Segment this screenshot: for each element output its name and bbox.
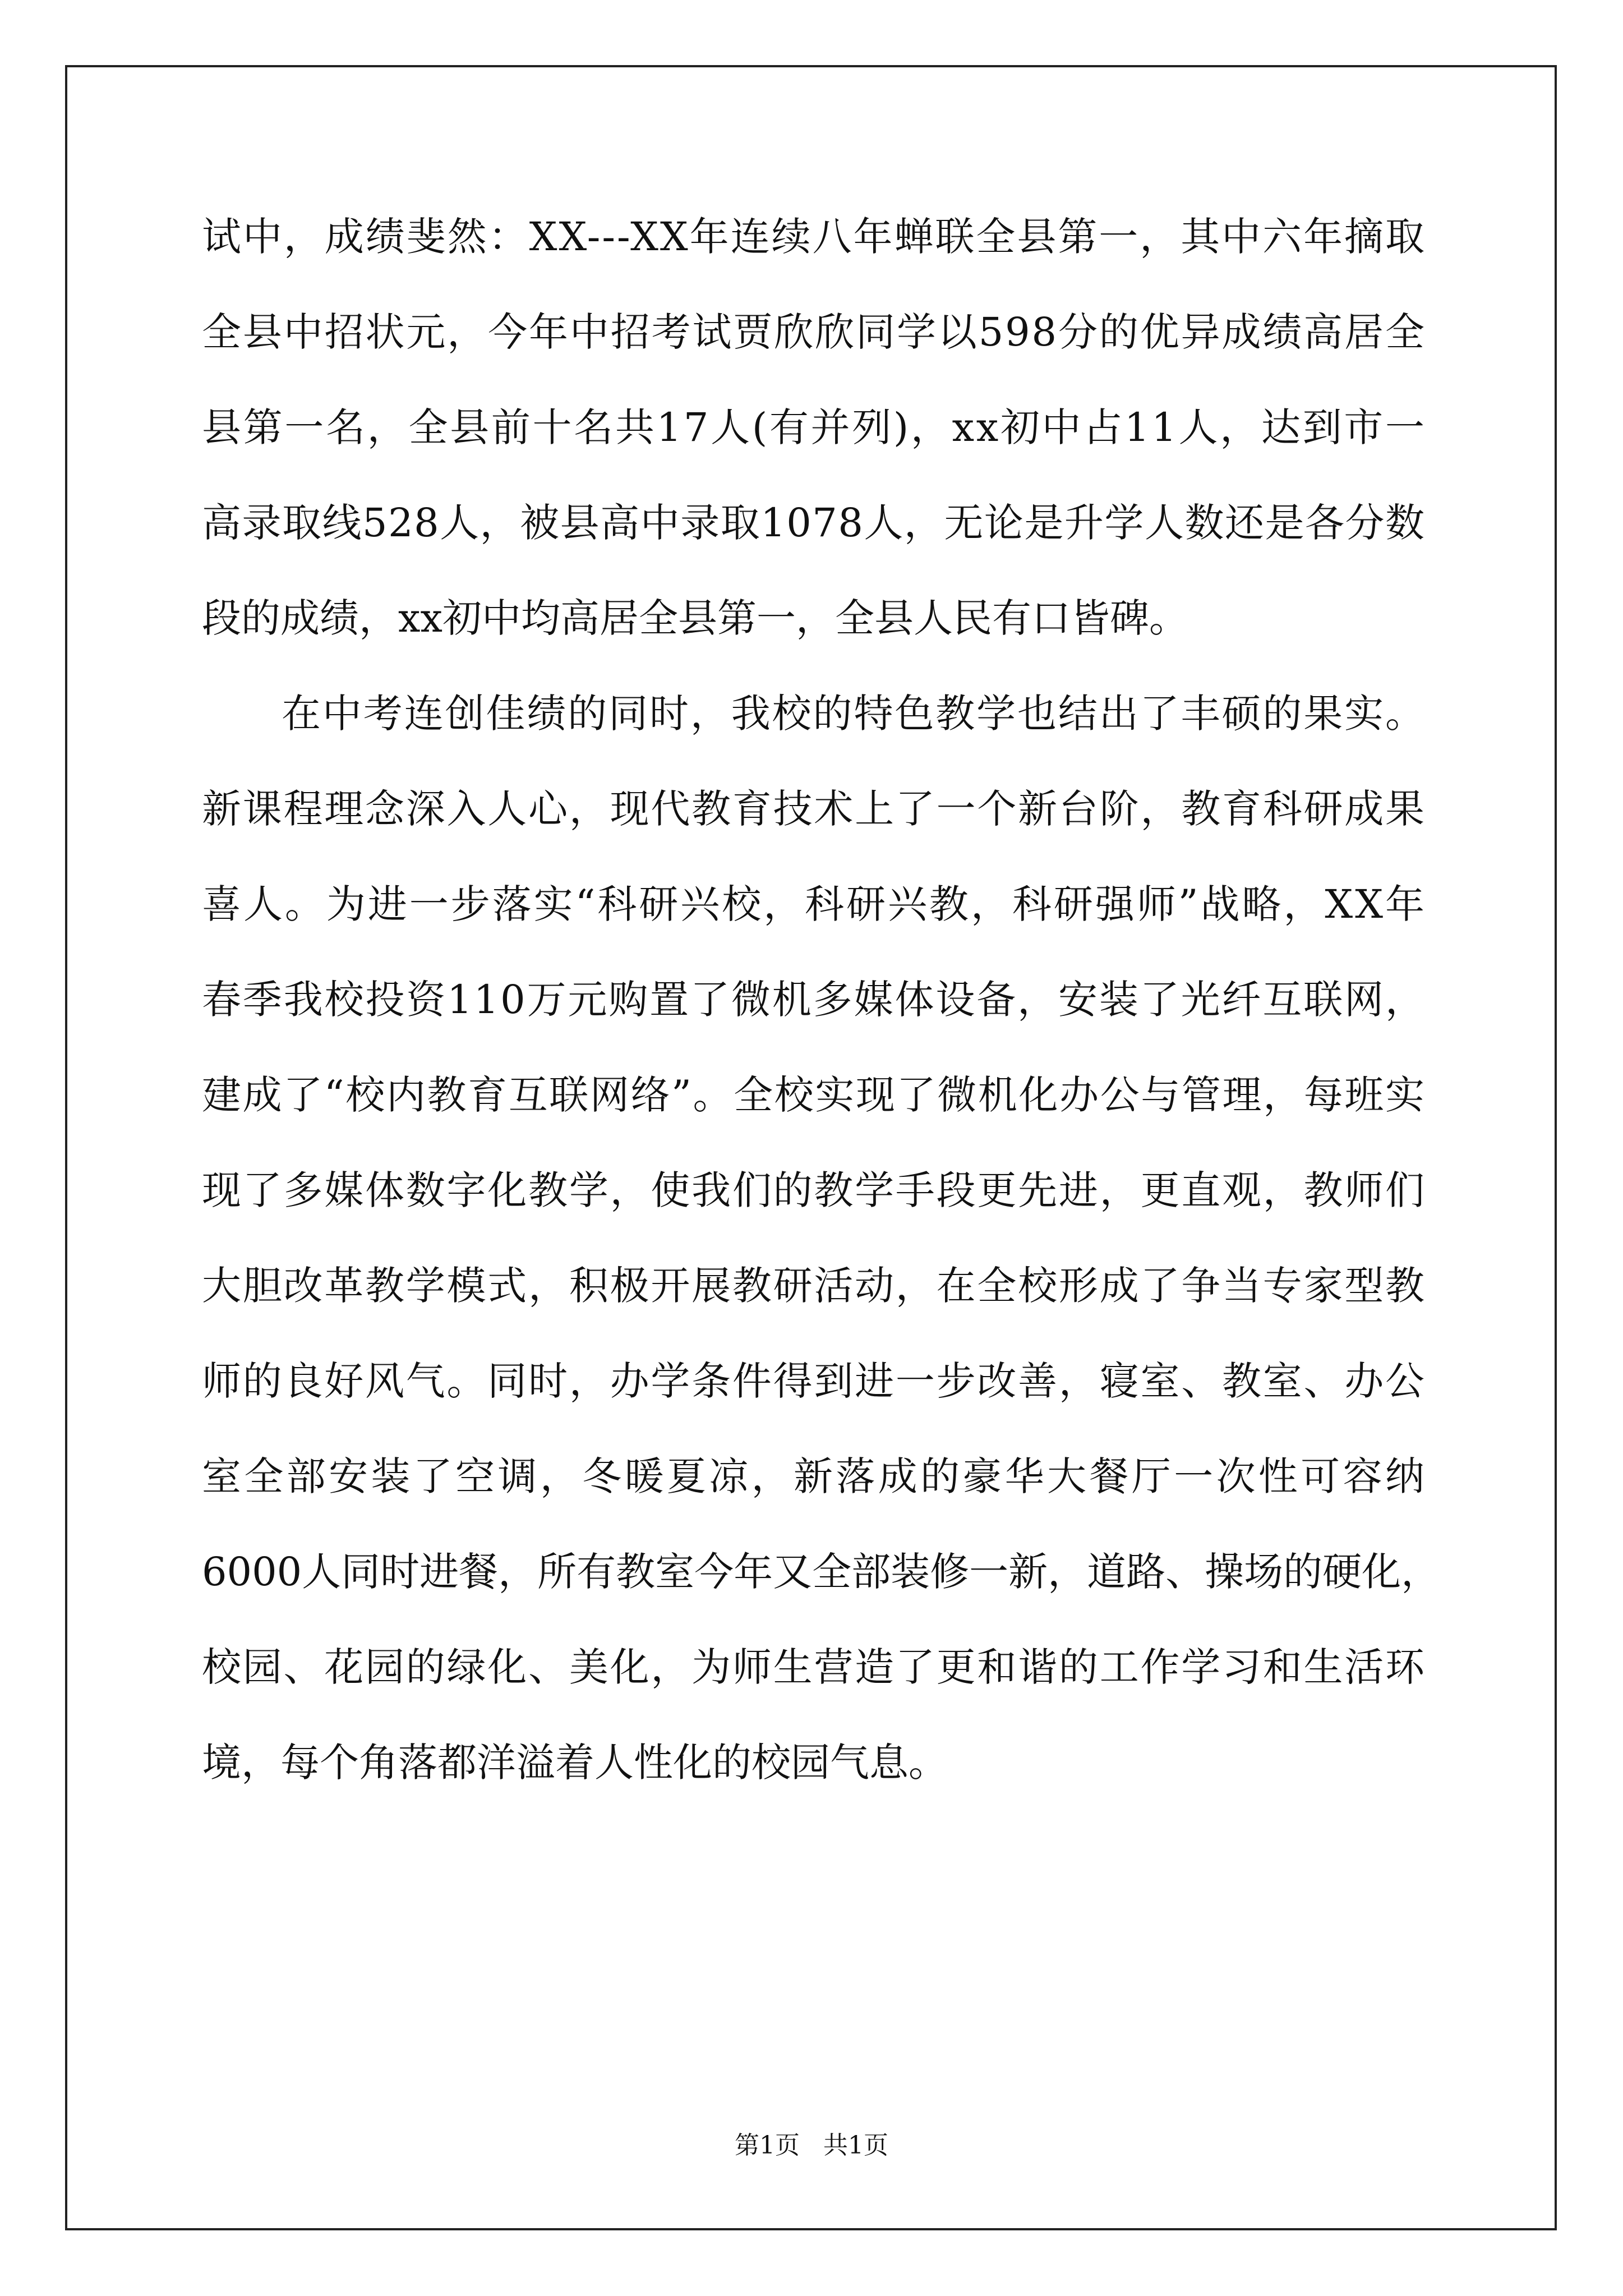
text-line: 6000人同时进餐，所有教室今年又全部装修一新，道路、操场的硬化， (202, 1549, 1441, 1595)
document-body (202, 209, 1441, 1830)
text-line: 高录取线528人，被县高中录取1078人，无论是升学人数还是各分数 (202, 500, 1426, 546)
text-line: 境，每个角落都洋溢着人性化的校园气息。 (202, 1740, 948, 1786)
text-line: 县第一名，全县前十名共17人(有并列)，xx初中占11人，达到市一 (202, 404, 1427, 450)
text-line: 春季我校投资110万元购置了微机多媒体设备，安装了光纤互联网， (202, 977, 1426, 1023)
text-line: 试中，成绩斐然：XX---XX年连续八年蝉联全县第一，其中六年摘取 (202, 214, 1426, 260)
page-footer: 第1页 共1页 (735, 2131, 888, 2160)
text-line: 现了多媒体数字化教学，使我们的教学手段更先进，更直观，教师们 (202, 1167, 1426, 1213)
text-line: 新课程理念深入人心，现代教育技术上了一个新台阶，教育科研成果 (202, 786, 1426, 832)
text-line: 大胆改革教学模式，积极开展教研活动，在全校形成了争当专家型教 (202, 1263, 1426, 1309)
text-line: 段的成绩，xx初中均高居全县第一，全县人民有口皆碑。 (202, 595, 1188, 641)
text-line: 师的良好风气。同时，办学条件得到进一步改善，寝室、教室、办公 (202, 1358, 1426, 1404)
text-line: 全县中招状元，今年中招考试贾欣欣同学以598分的优异成绩高居全 (202, 309, 1426, 355)
text-line: 室全部安装了空调，冬暖夏凉，新落成的豪华大餐厅一次性可容纳 (202, 1453, 1428, 1499)
paragraph-first-line: 在中考连创佳绩的同时，我校的特色教学也结出了丰硕的果实。 (282, 691, 1426, 737)
text-line: 建成了“校内教育互联网络”。全校实现了微机化办公与管理，每班实 (202, 1072, 1426, 1118)
text-line: 喜人。为进一步落实“科研兴校，科研兴教，科研强师”战略，XX年 (202, 881, 1427, 927)
text-line: 校园、花园的绿化、美化，为师生营造了更和谐的工作学习和生活环 (202, 1644, 1426, 1690)
